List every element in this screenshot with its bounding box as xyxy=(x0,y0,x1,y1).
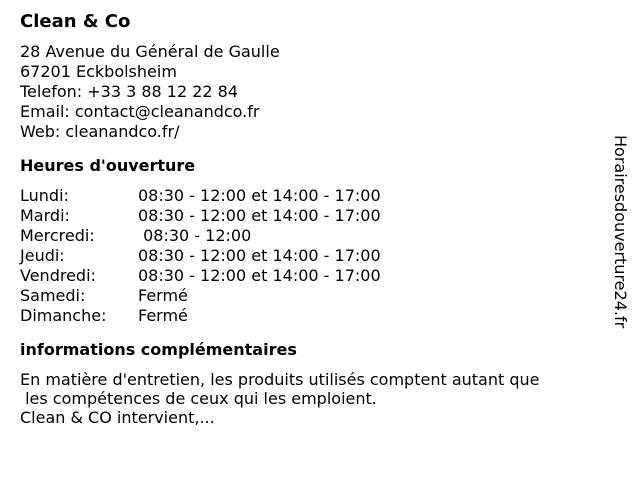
hours-row xyxy=(20,306,600,326)
hours-row xyxy=(20,206,600,226)
additional-info-heading: informations complémentaires xyxy=(20,340,297,359)
info-line: les compétences de ceux qui les emploient. xyxy=(20,389,377,408)
day-label: Dimanche: xyxy=(20,306,107,325)
day-label: Samedi: xyxy=(20,286,86,305)
email-address: Email: contact@cleanandco.fr xyxy=(20,102,260,121)
hours-row xyxy=(20,266,600,286)
day-label: Mardi: xyxy=(20,206,70,225)
day-label: Mercredi: xyxy=(20,226,95,245)
time-value: 08:30 - 12:00 et 14:00 - 17:00 xyxy=(138,266,381,285)
time-value: 08:30 - 12:00 et 14:00 - 17:00 xyxy=(138,186,381,205)
watermark-text: Horairesdouverture24.fr xyxy=(611,135,630,329)
time-value: Fermé xyxy=(138,286,188,305)
site-watermark xyxy=(610,135,630,375)
address-line-2: 67201 Eckbolsheim xyxy=(20,62,177,81)
business-info-panel xyxy=(20,10,600,427)
phone-number: Telefon: +33 3 88 12 22 84 xyxy=(20,82,239,101)
business-name: Clean & Co xyxy=(20,11,131,32)
hours-row xyxy=(20,186,600,206)
time-value: 08:30 - 12:00 et 14:00 - 17:00 xyxy=(138,206,381,225)
hours-row xyxy=(20,286,600,306)
hours-row xyxy=(20,246,600,266)
hours-row xyxy=(20,226,600,246)
day-label: Lundi: xyxy=(20,186,69,205)
day-label: Jeudi: xyxy=(20,246,65,265)
time-value: 08:30 - 12:00 et 14:00 - 17:00 xyxy=(138,246,381,265)
info-line: Clean & CO intervient,... xyxy=(20,408,215,427)
time-value: 08:30 - 12:00 xyxy=(138,226,252,245)
address-line-1: 28 Avenue du Général de Gaulle xyxy=(20,42,280,61)
additional-info-text xyxy=(20,370,600,427)
time-value: Fermé xyxy=(138,306,188,325)
opening-hours-heading: Heures d'ouverture xyxy=(20,156,196,175)
opening-hours-table xyxy=(20,186,600,326)
info-line: En matière d'entretien, les produits utilisés comptent autant que xyxy=(20,370,540,389)
website: Web: cleanandco.fr/ xyxy=(20,122,180,141)
day-label: Vendredi: xyxy=(20,266,96,285)
